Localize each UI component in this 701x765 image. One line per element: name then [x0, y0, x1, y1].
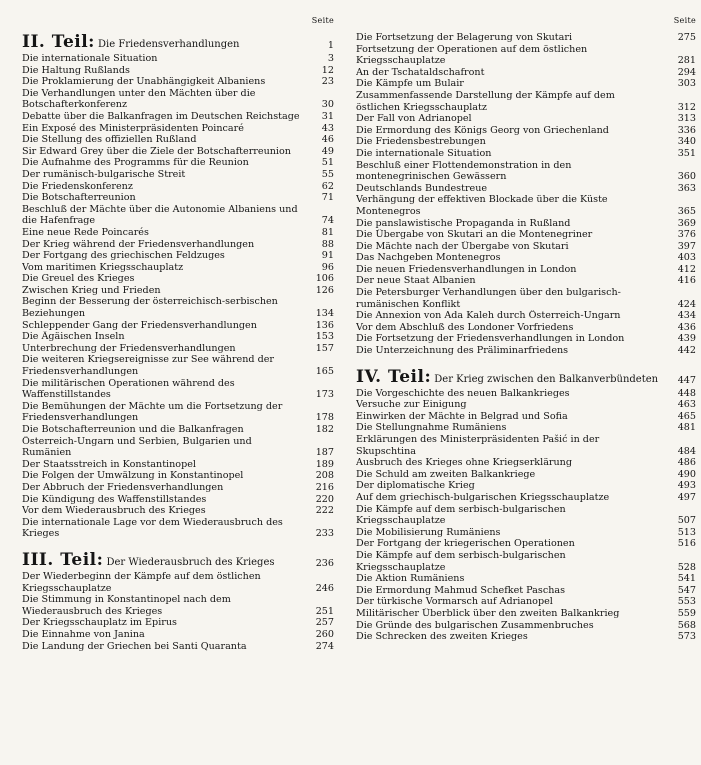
toc-entry-title: Die Haltung Rußlands	[22, 64, 130, 76]
toc-entry-page: 31	[321, 110, 334, 122]
toc-entry-title: Die Übergabe von Skutari an die Montenegriner	[356, 229, 593, 241]
section-title: Der Krieg zwischen den Balkanverbündeten	[434, 373, 659, 385]
toc-entry-page: 553	[677, 596, 696, 608]
section-page: 447	[677, 374, 696, 386]
toc-entry-page: 403	[677, 252, 696, 264]
toc-entry-page: 281	[677, 55, 696, 67]
toc-entry	[356, 631, 696, 643]
toc-entry-title: Die weiteren Kriegsereignisse zur See während der Friedensverhandlungen	[22, 354, 274, 378]
toc-entry	[22, 641, 340, 653]
toc-entry-page: 573	[677, 631, 696, 643]
toc-entry-title: Debatte über die Balkanfragen im Deutschen Reichstage	[22, 110, 300, 122]
toc-entry-page: 12	[321, 64, 334, 76]
toc-entry-title: Die Stimmung in Konstantinopel nach dem Wiederausbruch des Krieges	[22, 594, 231, 617]
toc-entry	[356, 241, 696, 253]
toc-entry-page: 189	[315, 458, 334, 470]
toc-list-part-3-continued	[356, 32, 696, 357]
toc-entry	[22, 239, 340, 251]
toc-entry-page: 134	[315, 308, 334, 320]
toc-entry-page: 274	[315, 640, 334, 652]
toc-entry-page: 434	[677, 310, 696, 322]
toc-entry-title: Schleppender Gang der Friedensverhandlungen	[22, 319, 257, 331]
toc-entry	[22, 436, 340, 459]
toc-entry-title: Die Botschafterreunion und die Balkanfragen	[22, 424, 244, 435]
toc-entry-title: Versuche zur Einigung	[356, 399, 467, 411]
toc-entry	[356, 469, 696, 481]
toc-entry-title: Die Schrecken des zweiten Krieges	[356, 631, 528, 643]
toc-entry-page: 547	[677, 584, 696, 596]
toc-entry-page: 153	[315, 331, 334, 343]
toc-entry-page: 88	[321, 238, 334, 250]
section-title: Die Friedensverhandlungen	[98, 39, 240, 50]
toc-entry-title: Der Fortgang des griechischen Feldzuges	[22, 250, 225, 262]
toc-entry	[356, 411, 696, 423]
toc-entry-page: 222	[315, 505, 334, 517]
toc-list-part-2	[22, 53, 340, 540]
toc-entry-page: 424	[677, 298, 696, 310]
toc-entry-page: 412	[677, 263, 696, 275]
toc-entry	[22, 123, 340, 135]
toc-entry-title: Die Gründe des bulgarischen Zusammenbruches	[356, 619, 594, 631]
toc-entry	[22, 629, 340, 641]
toc-entry	[356, 264, 696, 276]
section-page: 236	[315, 557, 334, 569]
toc-entry-page: 81	[321, 226, 334, 238]
toc-entry	[356, 504, 696, 527]
toc-entry-page: 260	[315, 628, 334, 640]
toc-entry	[22, 157, 340, 169]
toc-entry-page: 484	[677, 445, 696, 457]
toc-entry-title: Die Stellungnahme Rumäniens	[356, 422, 507, 434]
toc-entry-title: Die Kündigung des Waffenstillstandes	[22, 493, 207, 505]
page-column-header: Seite	[311, 16, 334, 25]
toc-entry-page: 275	[677, 32, 696, 43]
toc-entry-page: 486	[677, 457, 696, 469]
toc-entry	[22, 378, 340, 401]
toc-entry	[22, 594, 340, 617]
toc-entry-page: 246	[315, 582, 334, 594]
toc-entry-page: 369	[677, 217, 696, 229]
toc-entry	[22, 181, 340, 193]
toc-entry-title: Die Ägäischen Inseln	[22, 331, 125, 343]
toc-entry	[356, 148, 696, 160]
toc-entry	[22, 401, 340, 424]
toc-entry	[356, 90, 696, 113]
toc-entry	[22, 204, 340, 227]
toc-entry-title: Ausbruch des Krieges ohne Kriegserklärung	[356, 457, 572, 469]
toc-list-part-4	[356, 388, 696, 643]
toc-entry	[356, 596, 696, 608]
toc-entry-title: Der rumänisch-bulgarische Streit	[22, 168, 186, 180]
toc-entry-title: Die Mächte nach der Übergabe von Skutari	[356, 240, 569, 252]
toc-entry-title: Zusammenfassende Darstellung der Kämpfe auf dem östlichen Kriegsschauplatz	[356, 89, 615, 113]
toc-entry-page: 96	[321, 261, 334, 273]
toc-entry-title: Die Aktion Rumäniens	[356, 573, 465, 585]
toc-entry	[356, 620, 696, 632]
toc-entry	[22, 617, 340, 629]
toc-entry	[356, 457, 696, 469]
toc-entry-page: 303	[677, 78, 696, 90]
toc-entry	[22, 517, 340, 540]
toc-entry	[22, 65, 340, 77]
toc-entry-page: 178	[315, 412, 334, 424]
toc-entry-page: 365	[677, 205, 696, 217]
toc-entry-page: 528	[677, 561, 696, 573]
toc-entry-title: Die Botschafterreunion	[22, 192, 136, 204]
toc-entry-page: 312	[677, 101, 696, 113]
toc-entry	[22, 250, 340, 262]
toc-entry-title: Der Fortgang der kriegerischen Operationen	[356, 538, 575, 550]
toc-entry-page: 257	[315, 617, 334, 629]
toc-entry	[22, 482, 340, 494]
toc-entry-title: Die Kämpfe um Bulair	[356, 78, 464, 90]
toc-entry-title: Die Unterzeichnung des Präliminarfriedens	[356, 345, 569, 357]
toc-entry-page: 336	[677, 124, 696, 136]
toc-entry-title: Einwirken der Mächte in Belgrad und Sofia	[356, 410, 568, 422]
toc-entry	[356, 183, 696, 195]
toc-entry	[356, 399, 696, 411]
toc-entry-title: Sir Edward Grey über die Ziele der Botschafterreunion	[22, 145, 291, 157]
toc-entry-page: 187	[315, 447, 334, 459]
toc-entry-page: 182	[315, 424, 334, 435]
toc-entry	[22, 111, 340, 123]
toc-entry-page: 439	[677, 333, 696, 345]
toc-entry-title: Die Einnahme von Janina	[22, 628, 145, 640]
toc-entry	[356, 322, 696, 334]
section-roman: III. Teil:	[22, 549, 104, 570]
toc-entry-title: Die Proklamierung der Unabhängigkeit Albaniens	[22, 76, 266, 88]
toc-entry	[22, 76, 340, 88]
toc-entry	[356, 480, 696, 492]
toc-entry-title: Fortsetzung der Operationen auf dem östlichen Kriegsschauplatze	[356, 43, 588, 67]
toc-entry-title: Die militärischen Operationen während des Waffenstillstandes	[22, 377, 235, 401]
toc-entry-page: 559	[677, 607, 696, 619]
toc-entry-title: Der diplomatische Krieg	[356, 480, 475, 492]
toc-entry	[22, 227, 340, 239]
toc-entry	[22, 459, 340, 471]
toc-entry	[22, 343, 340, 355]
toc-entry	[356, 194, 696, 217]
toc-entry-title: Die Fortsetzung der Friedensverhandlungen in London	[356, 333, 625, 345]
toc-entry-page: 55	[321, 168, 334, 180]
toc-entry-page: 313	[677, 113, 696, 125]
toc-entry	[356, 585, 696, 597]
section-title: Der Wiederausbruch des Krieges	[106, 556, 275, 568]
toc-entry-title: Die Greuel des Krieges	[22, 273, 135, 285]
toc-entry-page: 507	[677, 515, 696, 527]
toc-entry-page: 126	[315, 284, 334, 296]
toc-entry-title: Vom maritimen Kriegsschauplatz	[22, 261, 184, 273]
toc-entry-title: Vor dem Abschluß des Londoner Vorfriedens	[356, 321, 574, 333]
toc-entry	[22, 146, 340, 158]
toc-entry	[22, 262, 340, 274]
toc-entry-page: 493	[677, 480, 696, 492]
toc-entry-title: Der neue Staat Albanien	[356, 275, 476, 287]
toc-entry-title: Die Aufnahme des Programms für die Reunion	[22, 157, 249, 169]
toc-entry-title: Die internationale Lage vor dem Wiederausbruch des Krieges	[22, 516, 283, 540]
toc-entry-title: Die Folgen der Umwälzung in Konstantinopel	[22, 470, 244, 482]
toc-entry	[356, 275, 696, 287]
toc-entry	[356, 538, 696, 550]
toc-entry-page: 3	[327, 53, 334, 64]
toc-entry-page: 51	[321, 157, 334, 169]
toc-entry-page: 173	[315, 389, 334, 401]
toc-entry-title: Die neuen Friedensverhandlungen in London	[356, 263, 577, 275]
toc-entry-page: 74	[321, 215, 334, 227]
toc-entry-page: 208	[315, 470, 334, 482]
toc-entry-page: 360	[677, 171, 696, 183]
toc-entry-title: Die Stellung des offiziellen Rußland	[22, 134, 197, 146]
toc-list-part-3	[22, 571, 340, 652]
toc-entry-page: 340	[677, 136, 696, 148]
toc-entry	[356, 252, 696, 264]
toc-entry	[22, 424, 340, 436]
toc-entry-title: Die Kämpfe auf dem serbisch-bulgarischen Kriegsschauplatze	[356, 549, 566, 573]
toc-entry	[356, 44, 696, 67]
toc-entry-title: Beginn der Besserung der österreichisch-serbischen Beziehungen	[22, 296, 278, 320]
toc-entry	[22, 505, 340, 517]
toc-entry-page: 165	[315, 366, 334, 378]
toc-entry-title: Beschluß der Mächte über die Autonomie Albaniens und die Hafenfrage	[22, 203, 298, 227]
toc-entry-title: Die Friedenskonferenz	[22, 180, 133, 192]
toc-entry	[356, 550, 696, 573]
toc-entry-page: 568	[677, 619, 696, 631]
toc-entry	[356, 422, 696, 434]
toc-entry	[356, 32, 696, 44]
toc-entry-title: Der Krieg während der Friedensverhandlungen	[22, 238, 255, 250]
toc-entry-title: Die Ermordung Mahmud Schefket Paschas	[356, 584, 566, 596]
toc-entry-page: 46	[321, 134, 334, 146]
toc-entry	[22, 285, 340, 297]
toc-entry-title: Deutschlands Bundestreue	[356, 182, 488, 194]
toc-entry-title: Unterbrechung der Friedensverhandlungen	[22, 342, 236, 354]
toc-entry-page: 541	[677, 573, 696, 585]
toc-entry	[356, 388, 696, 400]
toc-entry-page: 516	[677, 538, 696, 550]
toc-entry-page: 233	[315, 528, 334, 540]
page-column-header: Seite	[673, 16, 696, 25]
toc-entry-page: 23	[321, 76, 334, 88]
toc-entry-title: Eine neue Rede Poincarés	[22, 226, 149, 238]
toc-entry-title: Die Schuld am zweiten Balkankriege	[356, 468, 536, 480]
toc-entry-title: Die internationale Situation	[356, 147, 492, 159]
toc-entry-title: Der Staatsstreich in Konstantinopel	[22, 458, 196, 470]
toc-entry-title: Der Fall von Adrianopel	[356, 113, 472, 125]
toc-entry-title: Verhängung der effektiven Blockade über die Küste Montenegros	[356, 194, 608, 217]
toc-entry	[22, 331, 340, 343]
toc-entry	[356, 492, 696, 504]
toc-entry-title: Beschluß einer Flottendemonstration in den montenegrinischen Gewässern	[356, 159, 572, 183]
toc-entry	[22, 296, 340, 319]
section-roman: II. Teil:	[22, 32, 95, 52]
toc-entry-page: 376	[677, 229, 696, 241]
toc-entry-page: 220	[315, 493, 334, 505]
toc-entry	[356, 573, 696, 585]
toc-entry-title: Die Ermordung des Königs Georg von Griechenland	[356, 124, 609, 136]
toc-entry	[356, 527, 696, 539]
toc-entry-page: 71	[321, 192, 334, 204]
toc-entry-title: Die Annexion von Ada Kaleh durch Österreich-Ungarn	[356, 310, 621, 322]
toc-entry-page: 513	[677, 526, 696, 538]
section-page: 1	[327, 40, 334, 51]
toc-entry	[22, 354, 340, 377]
toc-entry-page: 465	[677, 410, 696, 422]
toc-entry-title: Die Landung der Griechen bei Santi Quaranta	[22, 640, 247, 652]
toc-entry-title: Der Kriegsschauplatz im Epirus	[22, 617, 177, 629]
toc-entry	[356, 113, 696, 125]
toc-entry-title: Der türkische Vormarsch auf Adrianopel	[356, 596, 553, 608]
toc-entry-title: Das Nachgeben Montenegros	[356, 252, 501, 264]
toc-entry	[22, 494, 340, 506]
toc-entry-page: 157	[315, 342, 334, 354]
toc-entry	[356, 67, 696, 79]
toc-entry-page: 448	[677, 387, 696, 399]
toc-entry-title: Erklärungen des Ministerpräsidenten Pašić in der Skupschtina	[356, 434, 600, 457]
toc-entry-page: 136	[315, 319, 334, 331]
toc-entry	[22, 192, 340, 204]
toc-body-left	[22, 32, 340, 652]
toc-entry	[356, 434, 696, 457]
section-heading-part-4	[356, 367, 696, 387]
toc-entry	[356, 333, 696, 345]
toc-entry-page: 49	[321, 145, 334, 157]
toc-entry	[22, 169, 340, 181]
toc-entry	[356, 287, 696, 310]
section-roman: IV. Teil:	[356, 366, 432, 387]
toc-entry	[356, 160, 696, 183]
toc-entry-page: 351	[677, 147, 696, 159]
toc-entry	[356, 78, 696, 90]
toc-entry-page: 481	[677, 422, 696, 434]
toc-entry-title: Die Kämpfe auf dem serbisch-bulgarischen Kriegsschauplatze	[356, 503, 566, 527]
toc-entry-title: Die Verhandlungen unter den Mächten über die Botschafterkonferenz	[22, 87, 256, 111]
toc-entry-page: 442	[677, 345, 696, 357]
toc-entry-title: Die Fortsetzung der Belagerung von Skutari	[356, 32, 573, 43]
section-heading-part-3	[22, 550, 340, 570]
toc-entry-page: 436	[677, 321, 696, 333]
toc-entry-page: 216	[315, 481, 334, 493]
toc-entry-title: Ein Exposé des Ministerpräsidenten Poincaré	[22, 122, 244, 134]
toc-entry-page: 43	[321, 122, 334, 134]
toc-entry-title: Die Vorgeschichte des neuen Balkankrieges	[356, 387, 570, 399]
toc-entry-title: Die Mobilisierung Rumäniens	[356, 526, 501, 538]
toc-entry	[22, 88, 340, 111]
toc-entry	[22, 470, 340, 482]
toc-entry-title: Militärischer Überblick über den zweiten Balkankrieg	[356, 607, 620, 619]
toc-entry-title: Die Bemühungen der Mächte um die Fortsetzung der Friedensverhandlungen	[22, 400, 283, 424]
toc-entry-title: Die internationale Situation	[22, 53, 158, 64]
toc-entry-page: 463	[677, 399, 696, 411]
toc-entry-page: 363	[677, 182, 696, 194]
section-heading-part-2	[22, 32, 340, 52]
toc-entry-page: 294	[677, 66, 696, 78]
toc-entry	[22, 53, 340, 65]
toc-entry	[22, 273, 340, 285]
toc-entry	[356, 608, 696, 620]
toc-entry-title: Der Wiederbeginn der Kämpfe auf dem östlichen Kriegsschauplatze	[22, 570, 261, 594]
toc-entry-title: Der Abbruch der Friedensverhandlungen	[22, 481, 224, 493]
toc-entry-title: Vor dem Wiederausbruch des Krieges	[22, 505, 206, 517]
toc-entry-title: Die Friedensbestrebungen	[356, 136, 486, 148]
toc-entry-page: 416	[677, 275, 696, 287]
toc-entry	[356, 345, 696, 357]
toc-entry	[356, 136, 696, 148]
toc-entry-title: Österreich-Ungarn und Serbien, Bulgarien und Rumänien	[22, 435, 252, 459]
toc-entry	[356, 125, 696, 137]
toc-entry-page: 397	[677, 240, 696, 252]
toc-entry	[356, 229, 696, 241]
toc-entry-page: 106	[315, 273, 334, 285]
toc-entry-page: 490	[677, 468, 696, 480]
toc-entry-page: 30	[321, 99, 334, 111]
toc-entry	[356, 310, 696, 322]
toc-entry-page: 91	[321, 250, 334, 262]
toc-entry	[22, 134, 340, 146]
toc-entry-page: 251	[315, 605, 334, 617]
toc-entry	[22, 571, 340, 594]
toc-entry	[356, 218, 696, 230]
toc-entry-title: Die panslawistische Propaganda in Rußland	[356, 217, 571, 229]
toc-entry-page: 62	[321, 180, 334, 192]
toc-entry	[22, 320, 340, 332]
toc-body-right	[356, 32, 696, 643]
toc-entry-title: Zwischen Krieg und Frieden	[22, 284, 161, 296]
toc-entry-title: Die Petersburger Verhandlungen über den bulgarisch-rumänischen Konflikt	[356, 287, 621, 310]
toc-entry-page: 497	[677, 491, 696, 503]
toc-entry-title: An der Tschataldschafront	[356, 66, 485, 78]
toc-entry-title: Auf dem griechisch-bulgarischen Kriegsschauplatze	[356, 491, 610, 503]
